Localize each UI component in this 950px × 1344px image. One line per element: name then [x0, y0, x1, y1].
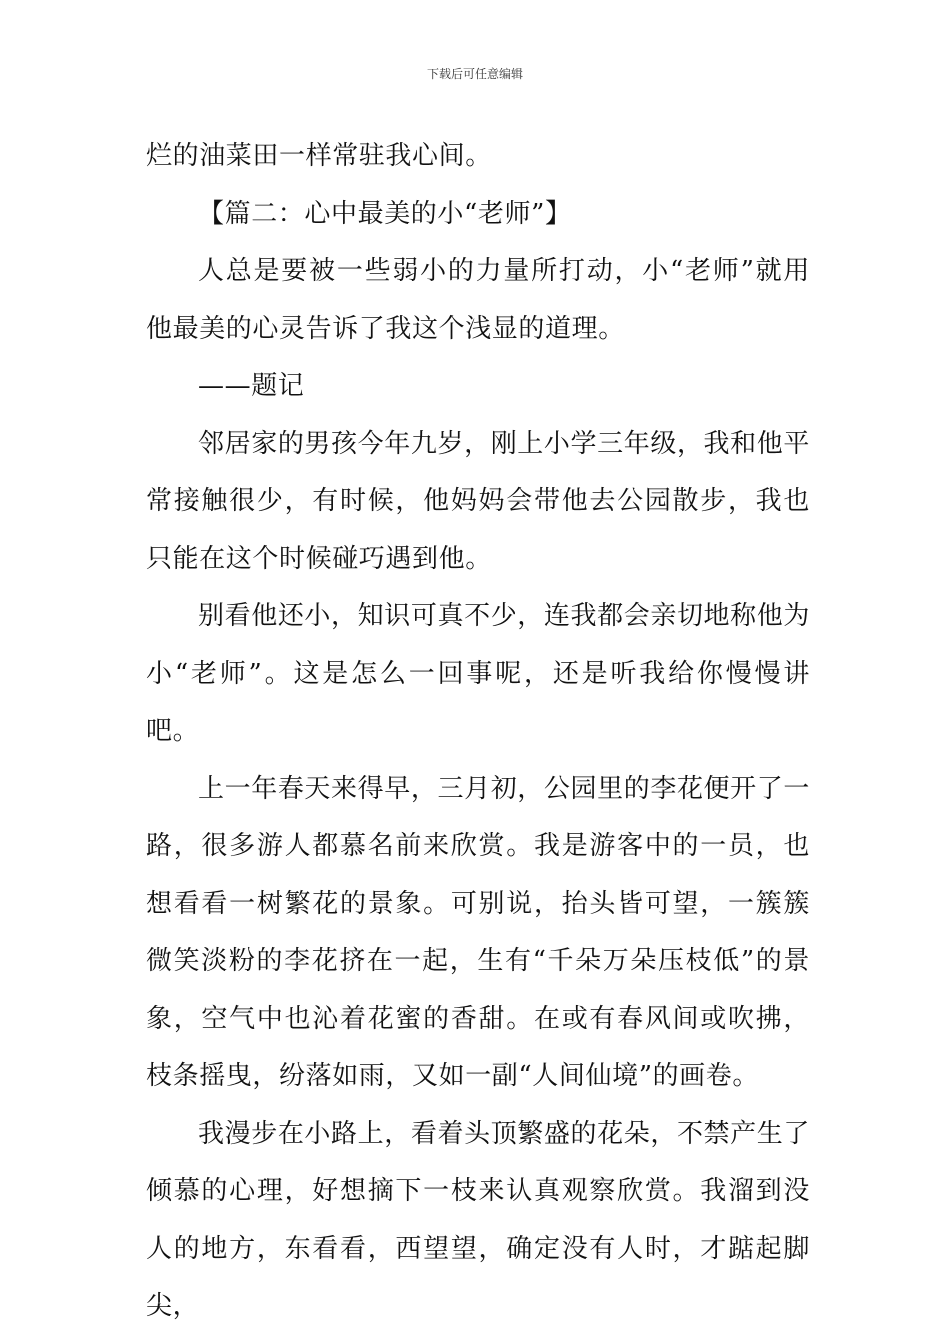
paragraph: 人总是要被一些弱小的力量所打动，小“老师”就用他最美的心灵告诉了我这个浅显的道理。	[146, 256, 810, 344]
document-body	[146, 128, 810, 1336]
paragraph: 上一年春天来得早，三月初，公园里的李花便开了一路，很多游人都慕名前来欣赏。我是游客中的一员，也想看看一树繁花的景象。可别说，抬头皆可望，一簇簇微笑淡粉的李花挤在一起，生有“千朵万朵压枝低”的景象，空气中也沁着花蜜的香甜。在或有春风间或吹拂，枝条摇曳，纷落如雨，又如一副“人间仙境”的画卷。	[146, 773, 810, 1091]
paragraph: 烂的油菜田一样常驻我心间。	[146, 141, 492, 171]
page-header: 下载后可任意编辑	[426, 67, 523, 81]
epigraph-attribution: ——题记	[198, 371, 305, 401]
section-heading: 【篇二：心中最美的小“老师”】	[198, 198, 572, 229]
paragraph: 别看他还小，知识可真不少，连我都会亲切地称他为小“老师”。这是怎么一回事呢，还是听我给你慢慢讲吧。	[146, 601, 810, 746]
paragraph: 邻居家的男孩今年九岁，刚上小学三年级，我和他平常接触很少，有时候，他妈妈会带他去公园散步，我也只能在这个时候碰巧遇到他。	[146, 428, 810, 574]
paragraph: 我漫步在小路上，看着头顶繁盛的花朵，不禁产生了倾慕的心理，好想摘下一枝来认真观察欣赏。我溜到没人的地方，东看看，西望望，确定没有人时，才踮起脚尖，	[146, 1118, 810, 1321]
